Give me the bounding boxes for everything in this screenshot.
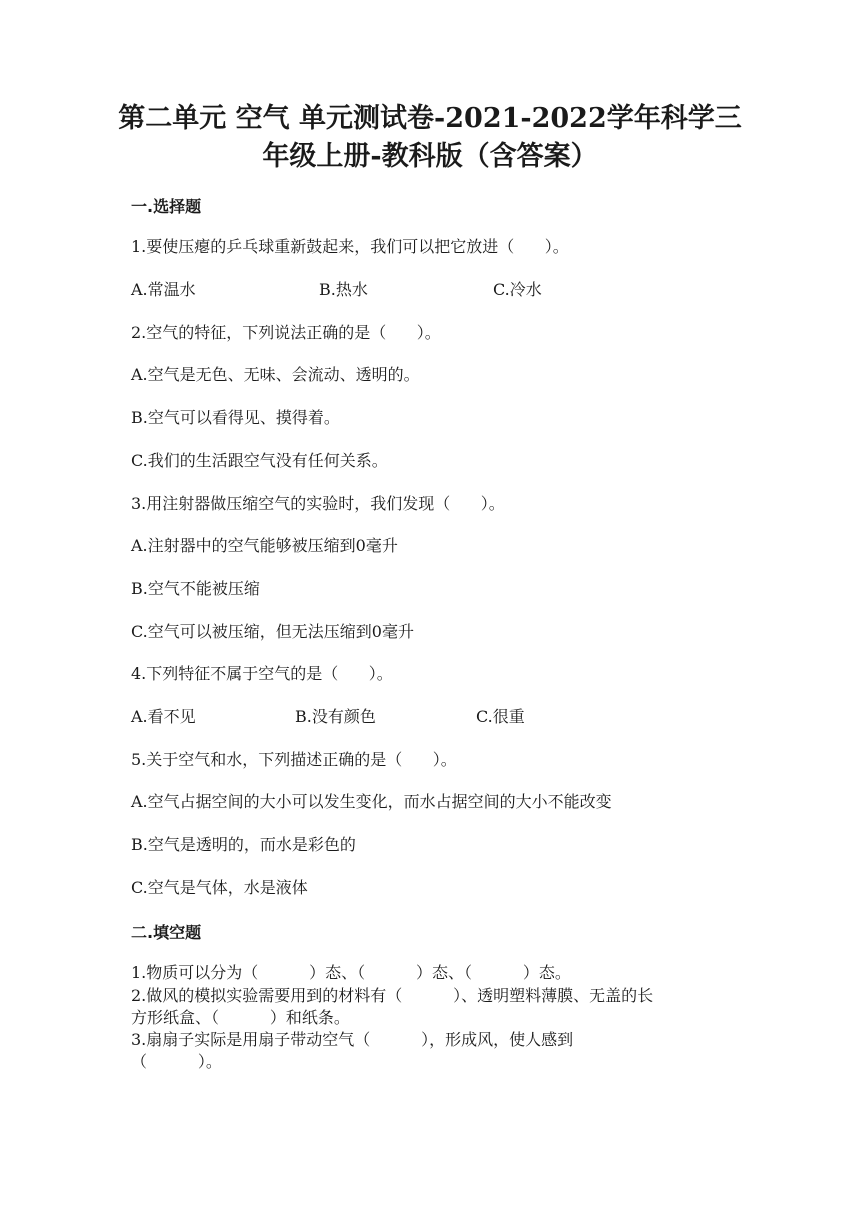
question-5-option-b: B.空气是透明的，而水是彩色的 [131, 835, 356, 854]
question-3-option-b: B.空气不能被压缩 [131, 579, 260, 598]
question-2-option-c: C.我们的生活跟空气没有任何关系。 [131, 451, 388, 470]
fill-question-2-line-1: 2.做风的模拟实验需要用到的材料有（ ）、透明塑料薄膜、无盖的长 [131, 986, 654, 1005]
question-5-option-a: A.空气占据空间的大小可以发生变化，而水占据空间的大小不能改变 [131, 792, 612, 811]
question-4-option-c: C.很重 [476, 707, 525, 726]
question-4-stem: 4.下列特征不属于空气的是（ ）。 [131, 664, 393, 683]
question-3-stem: 3.用注射器做压缩空气的实验时，我们发现（ ）。 [131, 494, 505, 513]
fill-question-1: 1.物质可以分为（ ）态、（ ）态、（ ）态。 [131, 963, 571, 982]
question-2-option-a: A.空气是无色、无味、会流动、透明的。 [131, 365, 420, 384]
question-2-option-b: B.空气可以看得见、摸得着。 [131, 408, 340, 427]
fill-question-3-line-1: 3.扇扇子实际是用扇子带动空气（ ），形成风，使人感到 [131, 1030, 574, 1049]
question-5-stem: 5.关于空气和水，下列描述正确的是（ ）。 [131, 750, 457, 769]
question-4-option-b: B.没有颜色 [295, 707, 376, 726]
question-1-option-b: B.热水 [319, 280, 368, 299]
title-line-1: 第二单元 空气 单元测试卷-2021-2022学年科学三 [118, 103, 742, 134]
question-3-option-c: C.空气可以被压缩，但无法压缩到0毫升 [131, 622, 414, 641]
exam-title [60, 100, 800, 176]
fill-question-2-line-2: 方形纸盒、（ ）和纸条。 [131, 1008, 350, 1027]
question-3-option-a: A.注射器中的空气能够被压缩到0毫升 [131, 536, 398, 555]
question-1-option-c: C.冷水 [493, 280, 542, 299]
question-5-option-c: C.空气是气体，水是液体 [131, 878, 308, 897]
section-choice-heading: 一.选择题 [131, 197, 202, 216]
title-line-2: 年级上册-教科版（含答案） [262, 141, 598, 172]
section-fill-heading: 二.填空题 [131, 923, 202, 942]
question-2-stem: 2.空气的特征，下列说法正确的是（ ）。 [131, 323, 441, 342]
question-4-option-a: A.看不见 [131, 707, 196, 726]
fill-question-3-line-2: （ ）。 [131, 1052, 222, 1071]
question-1-stem: 1.要使压瘪的乒乓球重新鼓起来，我们可以把它放进（ ）。 [131, 237, 569, 256]
question-1-option-a: A.常温水 [131, 280, 196, 299]
